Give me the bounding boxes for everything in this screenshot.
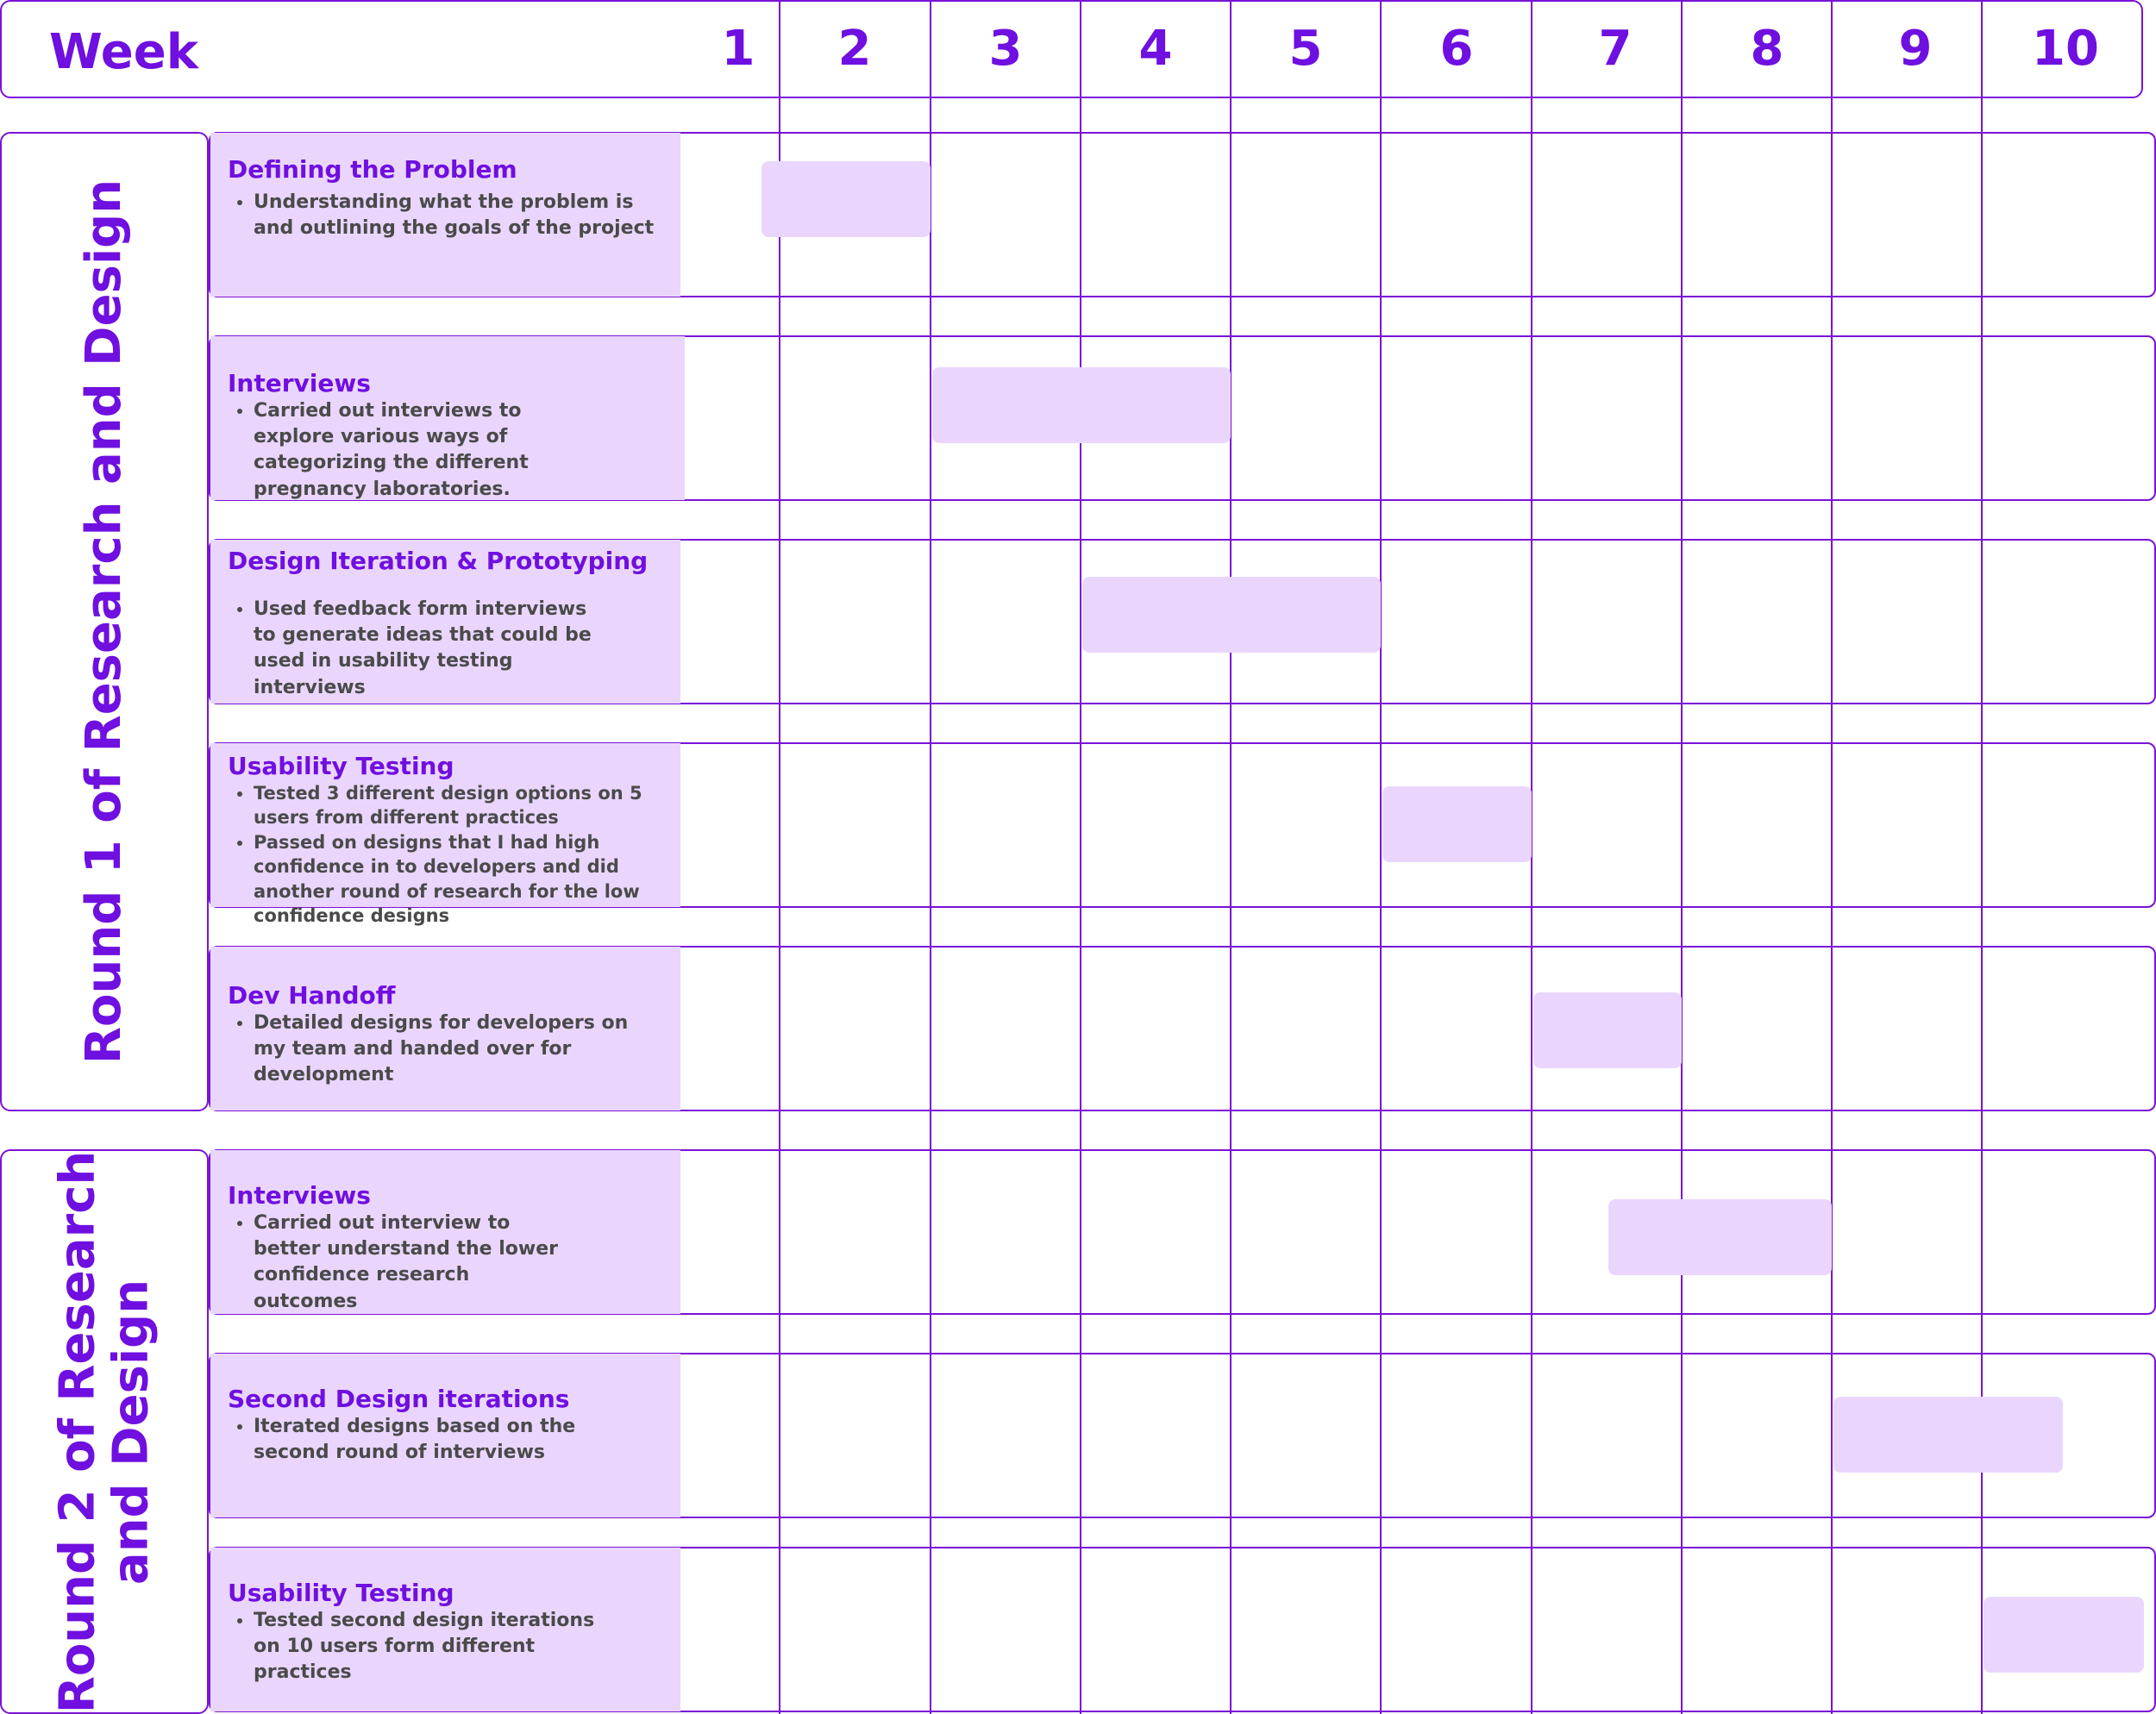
gantt-bar bbox=[1608, 1199, 1832, 1275]
gantt-bar bbox=[761, 161, 931, 237]
task-defining-the-problem: Defining the Problem • Understanding what the problem is and outlining the goals of the project bbox=[210, 133, 680, 297]
task-usability-testing-2: Usability Testing • Tested second design iterations on 10 users form different practices bbox=[210, 1548, 680, 1711]
task-bullet: • Passed on designs that I had high confidence in to developers and did another round of research for the low confidence designs bbox=[254, 830, 663, 929]
week-number-10: 10 bbox=[2032, 21, 2099, 77]
task-bullet: • Iterated designs based on the second round of interviews bbox=[254, 1414, 663, 1467]
task-dev-handoff: Dev Handoff • Detailed designs for developers on my team and handed over for development bbox=[210, 947, 680, 1110]
task-second-design-iterations: Second Design iterations • Iterated designs based on the second round of interviews bbox=[210, 1354, 680, 1517]
task-design-iteration: Design Iteration & Prototyping • Used feedback form interviews to generate ideas that could be used in usability testing interviews bbox=[210, 540, 680, 704]
task-bullet: • Used feedback form interviews to generate ideas that could be used in usability testing interviews bbox=[254, 597, 663, 701]
week-label: Week bbox=[49, 24, 198, 80]
week-number-1: 1 bbox=[721, 21, 755, 77]
group-round-2-label: Round 2 of Research and Design bbox=[49, 1150, 159, 1713]
week-number-7: 7 bbox=[1598, 21, 1633, 77]
gantt-bar bbox=[932, 367, 1231, 443]
task-bullet: • Detailed designs for developers on my team and handed over for development bbox=[254, 1010, 663, 1089]
gantt-bar bbox=[1533, 992, 1682, 1068]
week-number-6: 6 bbox=[1439, 21, 1474, 77]
week-number-2: 2 bbox=[837, 21, 872, 77]
week-number-3: 3 bbox=[988, 21, 1023, 77]
group-round-2 bbox=[0, 1149, 209, 1714]
gantt-bar bbox=[1984, 1597, 2144, 1673]
gantt-bar bbox=[1833, 1397, 2063, 1473]
gantt-bar bbox=[1082, 577, 1381, 653]
task-bullet: • Tested 3 different design options on 5 users from different practices bbox=[254, 781, 663, 830]
task-usability-testing-1: Usability Testing • Tested 3 different design options on 5 users from different practices • Passed on designs that I had high confidence in to developers and did another round of research for the low confidence designs bbox=[210, 743, 680, 907]
task-interviews-1: Interviews • Carried out interviews to explore various ways of categorizing the different pregnancy laboratories. bbox=[210, 336, 685, 500]
task-interviews-2: Interviews • Carried out interview to better understand the lower confidence research outcomes bbox=[210, 1150, 680, 1314]
week-header bbox=[0, 0, 2143, 98]
group-round-1 bbox=[0, 132, 209, 1111]
week-number-5: 5 bbox=[1288, 21, 1323, 77]
gantt-bar bbox=[1382, 786, 1532, 862]
week-number-9: 9 bbox=[1898, 21, 1933, 77]
task-bullet: • Understanding what the problem is and outlining the goals of the project bbox=[254, 190, 663, 242]
group-round-1-label: Round 1 of Research and Design bbox=[76, 178, 133, 1065]
week-number-8: 8 bbox=[1750, 21, 1784, 77]
task-bullet: • Carried out interviews to explore various ways of categorizing the different pregnancy laboratories. bbox=[254, 398, 667, 503]
week-number-4: 4 bbox=[1138, 21, 1173, 77]
task-bullet: • Tested second design iterations on 10 users form different practices bbox=[254, 1608, 663, 1686]
task-bullet: • Carried out interview to better understand the lower confidence research outcomes bbox=[254, 1210, 663, 1315]
